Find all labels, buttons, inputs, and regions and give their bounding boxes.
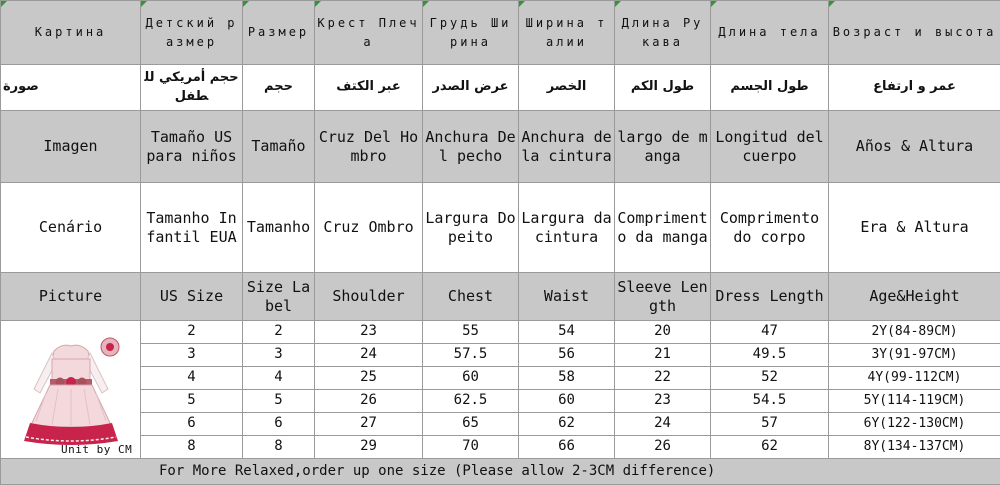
table-cell: 20 xyxy=(615,321,711,344)
header-cell: حجم xyxy=(243,65,315,111)
header-row-arabic xyxy=(1,65,1000,111)
table-cell: 54 xyxy=(519,321,615,344)
header-cell: Tamaño US para niños xyxy=(141,111,243,183)
header-cell: طول الكم xyxy=(615,65,711,111)
table-cell: 54.5 xyxy=(711,390,829,413)
table-row xyxy=(1,436,1000,459)
header-cell: الخصر xyxy=(519,65,615,111)
header-cell: Грудь Ширина xyxy=(423,1,519,65)
header-cell: Возраст и высота xyxy=(829,1,1000,65)
header-cell: Cenário xyxy=(1,183,141,273)
table-cell: 22 xyxy=(615,367,711,390)
header-cell: Largura Do peito xyxy=(423,183,519,273)
table-cell: 5 xyxy=(141,390,243,413)
header-cell: صورة xyxy=(1,65,141,111)
table-cell: 56 xyxy=(519,344,615,367)
table-row xyxy=(1,321,1000,344)
table-cell: 66 xyxy=(519,436,615,459)
table-cell: 4 xyxy=(141,367,243,390)
table-cell: 8Y(134-137CM) xyxy=(829,436,1000,459)
header-row-russian xyxy=(1,1,1000,65)
table-cell: 2 xyxy=(243,321,315,344)
header-cell: US Size xyxy=(141,273,243,321)
header-cell: Size Label xyxy=(243,273,315,321)
table-cell: 4 xyxy=(243,367,315,390)
footer-note: For More Relaxed,order up one size (Please allow 2-3CM difference) xyxy=(1,459,1000,485)
header-cell: طول الجسم xyxy=(711,65,829,111)
header-cell: Tamanho xyxy=(243,183,315,273)
header-cell: Age&Height xyxy=(829,273,1000,321)
table-cell: 55 xyxy=(423,321,519,344)
table-cell: 26 xyxy=(615,436,711,459)
table-cell: 52 xyxy=(711,367,829,390)
table-cell: 3 xyxy=(243,344,315,367)
table-cell: 65 xyxy=(423,413,519,436)
table-cell: 49.5 xyxy=(711,344,829,367)
table-cell: 24 xyxy=(315,344,423,367)
table-cell: 57 xyxy=(711,413,829,436)
header-cell: Anchura de la cintura xyxy=(519,111,615,183)
table-cell: 60 xyxy=(423,367,519,390)
header-cell: Longitud del cuerpo xyxy=(711,111,829,183)
header-cell: Картина xyxy=(1,1,141,65)
unit-note: Unit by CM xyxy=(61,443,132,456)
table-cell: 2Y(84-89CM) xyxy=(829,321,1000,344)
header-cell: عرض الصدر xyxy=(423,65,519,111)
table-cell: 29 xyxy=(315,436,423,459)
table-cell: 60 xyxy=(519,390,615,413)
header-cell: Tamaño xyxy=(243,111,315,183)
header-cell: عمر و ارتفاع xyxy=(829,65,1000,111)
table-row xyxy=(1,390,1000,413)
table-cell: 62 xyxy=(711,436,829,459)
table-cell: 4Y(99-112CM) xyxy=(829,367,1000,390)
header-cell: Años & Altura xyxy=(829,111,1000,183)
table-cell: 5 xyxy=(243,390,315,413)
table-cell: 62 xyxy=(519,413,615,436)
table-cell: 70 xyxy=(423,436,519,459)
table-cell: 57.5 xyxy=(423,344,519,367)
header-cell: Picture xyxy=(1,273,141,321)
table-cell: 6 xyxy=(141,413,243,436)
table-row xyxy=(1,413,1000,436)
table-cell: 8 xyxy=(141,436,243,459)
table-row xyxy=(1,367,1000,390)
table-cell: 5Y(114-119CM) xyxy=(829,390,1000,413)
footer-row xyxy=(1,459,1000,485)
header-cell: Размер xyxy=(243,1,315,65)
header-cell: Comprimento da manga xyxy=(615,183,711,273)
table-cell: 25 xyxy=(315,367,423,390)
table-cell: 21 xyxy=(615,344,711,367)
product-picture-cell xyxy=(1,321,141,459)
dress-illustration-icon xyxy=(16,331,126,449)
header-cell: Era & Altura xyxy=(829,183,1000,273)
header-cell: Waist xyxy=(519,273,615,321)
table-cell: 3Y(91-97CM) xyxy=(829,344,1000,367)
header-cell: Cruz Del Hombro xyxy=(315,111,423,183)
header-row-spanish xyxy=(1,111,1000,183)
header-cell: Cruz Ombro xyxy=(315,183,423,273)
header-cell: Imagen xyxy=(1,111,141,183)
header-cell: Крест Плеча xyxy=(315,1,423,65)
table-cell: 26 xyxy=(315,390,423,413)
table-cell: 62.5 xyxy=(423,390,519,413)
header-cell: حجم أمريكي للطفل xyxy=(141,65,243,111)
table-cell: 6Y(122-130CM) xyxy=(829,413,1000,436)
header-row-english xyxy=(1,273,1000,321)
table-cell: 24 xyxy=(615,413,711,436)
table-cell: 3 xyxy=(141,344,243,367)
header-cell: Детский размер xyxy=(141,1,243,65)
table-cell: 23 xyxy=(615,390,711,413)
table-row xyxy=(1,344,1000,367)
table-cell: 23 xyxy=(315,321,423,344)
header-cell: Ширина талии xyxy=(519,1,615,65)
table-cell: 8 xyxy=(243,436,315,459)
header-cell: Длина тела xyxy=(711,1,829,65)
header-cell: Comprimento do corpo xyxy=(711,183,829,273)
header-cell: largo de manga xyxy=(615,111,711,183)
header-cell: Sleeve Length xyxy=(615,273,711,321)
table-cell: 2 xyxy=(141,321,243,344)
header-cell: Shoulder xyxy=(315,273,423,321)
header-cell: Dress Length xyxy=(711,273,829,321)
table-cell: 27 xyxy=(315,413,423,436)
table-cell: 6 xyxy=(243,413,315,436)
header-cell: Chest xyxy=(423,273,519,321)
header-cell: Anchura Del pecho xyxy=(423,111,519,183)
header-cell: Tamanho Infantil EUA xyxy=(141,183,243,273)
table-cell: 58 xyxy=(519,367,615,390)
header-cell: Длина Рукава xyxy=(615,1,711,65)
header-cell: عبر الكتف xyxy=(315,65,423,111)
header-row-portuguese xyxy=(1,183,1000,273)
header-cell: Largura da cintura xyxy=(519,183,615,273)
table-cell: 47 xyxy=(711,321,829,344)
